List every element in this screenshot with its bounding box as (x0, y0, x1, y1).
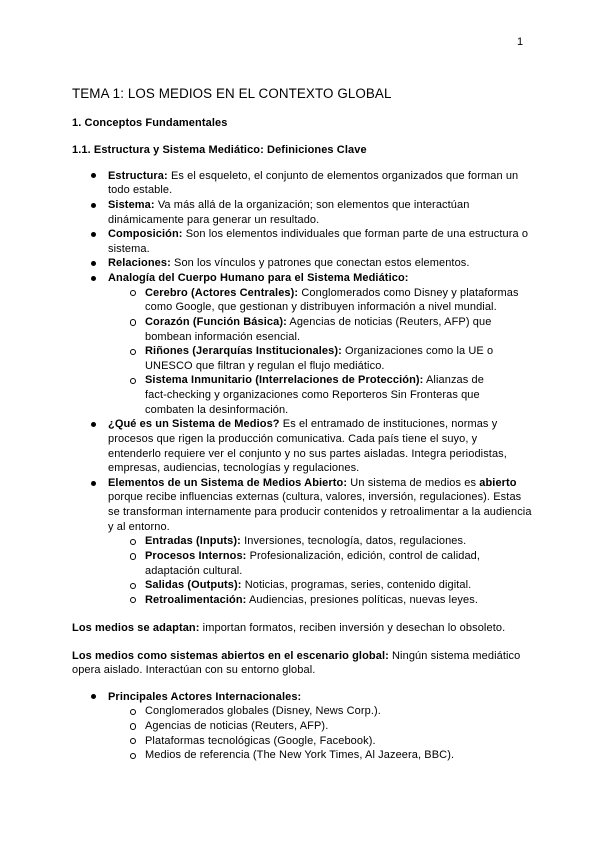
item-label: Elementos de un Sistema de Medios Abierto: (108, 476, 348, 489)
open-system-sublist (108, 534, 600, 607)
paragraph-text: opera aislado. Interactúan con su entorno global. (72, 663, 316, 676)
item-text: Agencias de noticias (Reuters, AFP). (145, 719, 329, 732)
item-label: Riñones (Jerarquías Institucionales): (145, 345, 342, 358)
item-text: todo estable. (108, 184, 173, 197)
item-label: Corazón (Función Básica): (145, 315, 287, 328)
item-text: empresas, audiencias, tecnologías y regulaciones. (108, 462, 360, 475)
item-text: Audiencias, presiones políticas, nuevas leyes. (249, 593, 479, 606)
sub-bullet-icon (130, 290, 136, 296)
sub-bullet-icon (130, 583, 136, 589)
item-text: UNESCO que filtran y regulan el flujo mediático. (145, 359, 385, 372)
sub-bullet-icon (130, 553, 136, 559)
global-paragraph (72, 649, 520, 677)
item-label: Procesos Internos: (145, 549, 247, 562)
item-text: se transforman internamente para producir contenidos y retroalimentar a la audiencia (108, 506, 532, 519)
sublist-item-procesos (108, 549, 600, 578)
page-number: 1 (517, 36, 524, 48)
item-text: bombean información esencial. (145, 330, 301, 343)
item-text: procesos que rigen la producción comunicativa. Cada país tiene el suyo, y (108, 432, 478, 445)
sub-bullet-icon (130, 378, 136, 384)
adapt-paragraph (72, 621, 505, 636)
item-label: Principales Actores Internacionales: (108, 690, 302, 703)
sub-bullet-icon (130, 597, 136, 603)
item-emphasis: abierto (479, 476, 517, 489)
sublist-item-actor (108, 719, 600, 734)
item-text: Conglomerados globales (Disney, News Corp.). (145, 705, 381, 718)
sub-bullet-icon (130, 738, 136, 744)
list-item-composicion (0, 227, 600, 256)
list-item-sistema (0, 198, 600, 227)
paragraph-label: Los medios se adaptan: (72, 621, 200, 634)
bullet-icon (91, 481, 96, 486)
item-label: Estructura: (108, 169, 168, 182)
item-label: Sistema Inmunitario (Interrelaciones de Protección): (145, 374, 424, 387)
sub-bullet-icon (130, 539, 136, 545)
bullet-icon (91, 173, 96, 178)
sublist-item-retroalimentacion (108, 593, 600, 608)
item-text: Medios de referencia (The New York Times, Al Jazeera, BBC). (145, 749, 455, 762)
sublist-item-actor (108, 748, 600, 763)
item-text: porque recibe influencias externas (cultura, valores, inversión, regulaciones). Estas (108, 491, 522, 504)
item-text: Es el entramado de instituciones, normas y (282, 418, 498, 431)
item-text: Un sistema de medios es (350, 476, 477, 489)
subsection-heading: 1.1. Estructura y Sistema Mediático: Definiciones Clave (72, 143, 367, 156)
sublist-item-corazon (108, 315, 600, 344)
sublist-item-entradas (108, 534, 600, 549)
page-title: TEMA 1: LOS MEDIOS EN EL CONTEXTO GLOBAL (72, 85, 392, 101)
bullet-icon (91, 232, 96, 237)
item-text: sistema. (108, 242, 150, 255)
paragraph-text: importan formatos, reciben inversión y desechan lo obsoleto. (202, 621, 506, 634)
item-label: Analogía del Cuerpo Humano para el Sistema Mediático: (108, 272, 409, 285)
sublist-item-salidas (108, 578, 600, 593)
item-text: Organizaciones como la UE o (345, 345, 494, 358)
paragraph-label: Los medios como sistemas abiertos en el escenario global: (72, 649, 389, 662)
item-label: Retroalimentación: (145, 593, 247, 606)
item-text: Son los elementos individuales que forman parte de una estructura o (185, 228, 529, 241)
bullet-icon (91, 261, 96, 266)
sub-bullet-icon (130, 319, 136, 325)
bullet-icon (91, 203, 96, 208)
item-text: Son los vínculos y patrones que conectan estos elementos. (174, 257, 470, 270)
list-item-estructura (0, 169, 600, 198)
sublist-item-cerebro (108, 286, 600, 315)
sub-bullet-icon (130, 349, 136, 355)
item-text: entenderlo requiere ver el conjunto y no sus partes aisladas. Integra periodistas, (108, 447, 507, 460)
item-text: Alianzas de (426, 374, 484, 387)
item-text: adaptación cultural. (145, 564, 243, 577)
item-text: dinámicamente para generar un resultado. (108, 213, 320, 226)
item-text: fact-checking y organizaciones como Reporteros Sin Fronteras que (145, 389, 480, 402)
actors-sublist (108, 704, 600, 763)
sub-bullet-icon (130, 753, 136, 759)
list-item-relaciones (0, 256, 600, 271)
definitions-list (0, 169, 600, 608)
item-text: Inversiones, tecnología, datos, regulaciones. (244, 535, 467, 548)
sublist-item-actor (108, 704, 600, 719)
item-label: Sistema: (108, 198, 155, 211)
list-item-que-es-sistema (0, 417, 600, 476)
bullet-icon (91, 694, 96, 699)
item-label: Entradas (Inputs): (145, 535, 241, 548)
section-heading: 1. Conceptos Fundamentales (72, 116, 228, 129)
sublist-item-rinones (108, 344, 600, 373)
item-text: combaten la desinformación. (145, 403, 289, 416)
item-text: Profesionalización, edición, control de calidad, (249, 549, 481, 562)
list-item-actores (0, 690, 600, 763)
item-label: Salidas (Outputs): (145, 579, 242, 592)
bullet-icon (91, 276, 96, 281)
list-item-analogia (0, 271, 600, 417)
item-text: Noticias, programas, series, contenido digital. (244, 579, 472, 592)
sub-bullet-icon (130, 723, 136, 729)
item-text: Plataformas tecnológicas (Google, Facebook). (145, 734, 376, 747)
paragraph-text: Ningún sistema mediático (392, 649, 521, 662)
list-item-sistema-abierto (0, 476, 600, 608)
actors-list (0, 690, 600, 763)
item-text: Agencias de noticias (Reuters, AFP) que (289, 315, 492, 328)
analogy-sublist (108, 286, 600, 418)
sublist-item-actor (108, 734, 600, 749)
item-text: Es el esqueleto, el conjunto de elementos organizados que forman un (170, 169, 519, 182)
sublist-item-sistema-inmunitario (108, 373, 600, 417)
item-text: como Google, que gestionan y distribuyen información a nivel mundial. (145, 301, 497, 314)
item-label: Cerebro (Actores Centrales): (145, 286, 299, 299)
item-text: Conglomerados como Disney y plataformas (301, 286, 519, 299)
item-label: ¿Qué es un Sistema de Medios? (108, 418, 280, 431)
item-text: Va más allá de la organización; son elementos que interactúan (157, 198, 470, 211)
item-text: y al entorno. (108, 520, 170, 533)
sub-bullet-icon (130, 709, 136, 715)
bullet-icon (91, 422, 96, 427)
item-label: Relaciones: (108, 257, 171, 270)
item-label: Composición: (108, 228, 183, 241)
